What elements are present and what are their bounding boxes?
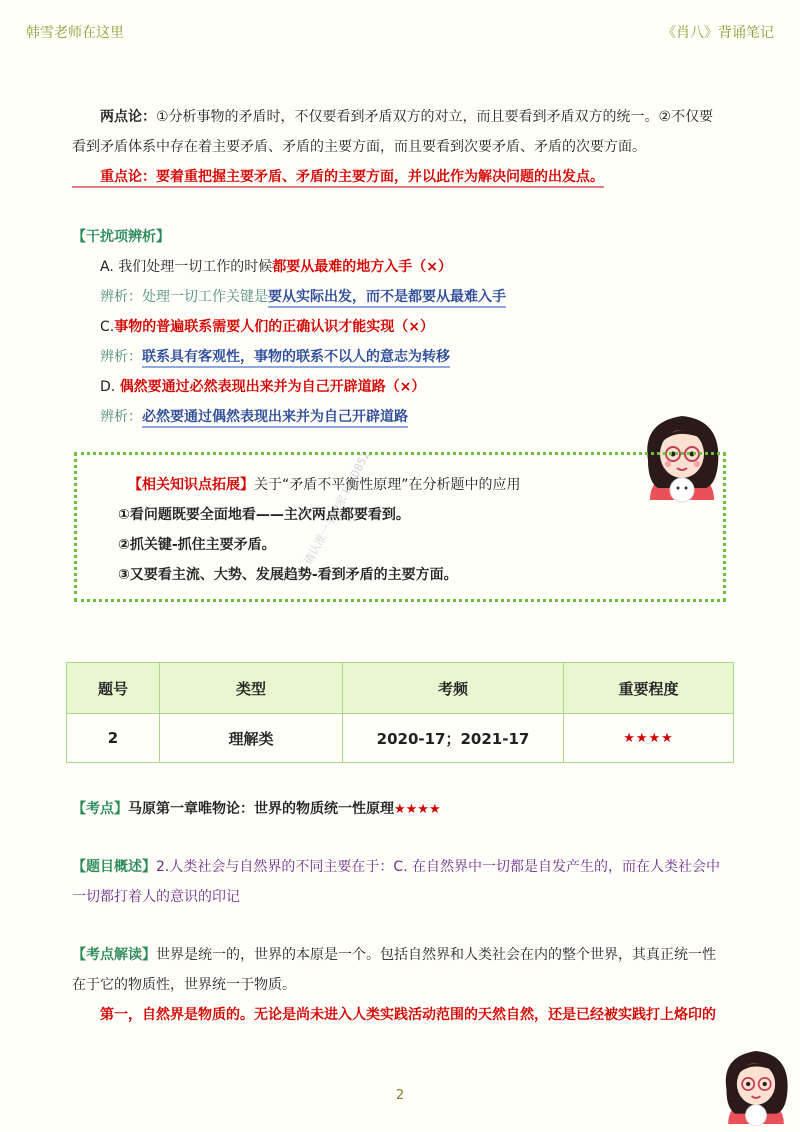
overview-text-1: 2.人类社会与自然界的不同主要在于：C. 在自然界中一切都是自发产生的，而在人类社会中 [156,859,721,875]
analysis-d-highlight: 必然要通过偶然表现出来并为自己开辟道路 [142,409,408,428]
header-question-no: 题号 [67,663,160,714]
page-number: 2 [395,1088,405,1103]
key-point-line [72,162,732,192]
item-c-prefix: C. [100,319,115,335]
header-importance: 重要程度 [564,663,734,714]
header-right: 《肖八》背诵笔记 [662,25,774,41]
kaodian-text: 马原第一章唯物论：世界的物质统一性原理 [128,801,394,817]
cell-frequency: 2020-17；2021-17 [343,714,564,763]
item-d-prefix: D. [100,379,120,395]
distractor-title-text: 【干扰项辨析】 [72,229,170,245]
kaodian-line [72,794,732,825]
explain-line3 [72,1000,732,1030]
cell-importance-stars: ★★★★ [564,714,734,763]
two-point-label: 两点论： [100,109,156,125]
two-point-line1 [72,102,732,132]
distractor-analysis-d [100,402,700,432]
distractor-item-c [100,312,700,342]
table-row [67,714,734,763]
overview-line1 [72,852,732,882]
overview-line2: 一切都打着人的意识的印记 [72,889,240,905]
extension-point-3: ③又要看主流、大势、发展趋势-看到矛盾的主要方面。 [118,567,458,583]
explain-line2: 在于它的物质性，世界统一于物质。 [72,977,296,993]
explain-text-3: 第一，自然界是物质的。无论是尚未进入人类实践活动范围的天然自然，还是已经被实践打上烙印的 [100,1007,716,1023]
extension-point-1: ①看问题既要全面地看——主次两点都要看到。 [118,507,410,523]
extension-title-line [128,470,688,500]
question-info-table [66,662,734,763]
table-header-row [67,663,734,714]
distractor-analysis-c [100,342,700,372]
watermark: 请认准一手独家 kys0852 [301,449,373,568]
distractor-analysis-a [100,282,700,312]
teacher-avatar-illustration-bottom [716,1040,796,1128]
extension-title-suffix: 关于“矛盾不平衡性原理”在分析题中的应用 [254,477,521,493]
key-point-text: 重点论：要着重把握主要矛盾、矛盾的主要方面，并以此作为解决问题的出发点。 [72,169,604,188]
analysis-c-prefix: 辨析： [100,349,142,365]
header-left: 韩雪老师在这里 [26,25,124,41]
explain-label: 【考点解读】 [72,947,156,963]
item-a-prefix: A. 我们处理一切工作的时候 [100,259,273,275]
item-c-highlight: 事物的普遍联系需要人们的正确认识才能实现（×） [114,319,434,335]
distractor-title [72,222,732,252]
kaodian-stars: ★★★★ [394,802,441,817]
explain-text-1: 世界是统一的，世界的本原是一个。包括自然界和人类社会在内的整个世界，其真正统一性 [156,947,716,963]
item-d-highlight: 偶然要通过必然表现出来并为自己开辟道路（×） [119,379,426,395]
overview-label: 【题目概述】 [72,859,156,875]
two-point-line2: 看到矛盾体系中存在着主要矛盾、矛盾的主要方面，而且要看到次要矛盾、矛盾的次要方面。 [72,139,646,155]
extension-title: 【相关知识点拓展】 [128,477,254,493]
explain-line1 [72,940,732,970]
analysis-a-highlight: 要从实际出发，而不是都要从最难入手 [268,289,506,308]
analysis-a-prefix: 辨析：处理一切工作关键是 [100,289,268,305]
distractor-item-d [100,372,700,402]
analysis-c-highlight: 联系具有客观性，事物的联系不以人的意志为转移 [142,349,450,368]
header-frequency: 考频 [343,663,564,714]
extension-point-2: ②抓关键-抓住主要矛盾。 [118,537,276,553]
item-a-highlight: 都要从最难的地方入手（×） [272,259,452,275]
kaodian-label: 【考点】 [72,801,128,817]
analysis-d-prefix: 辨析： [100,409,142,425]
two-point-text-1: ①分析事物的矛盾时，不仅要看到矛盾双方的对立，而且要看到矛盾双方的统一。②不仅要 [156,109,714,125]
header-type: 类型 [160,663,343,714]
cell-type: 理解类 [160,714,343,763]
cell-question-no: 2 [67,714,160,763]
distractor-item-a [100,252,700,282]
